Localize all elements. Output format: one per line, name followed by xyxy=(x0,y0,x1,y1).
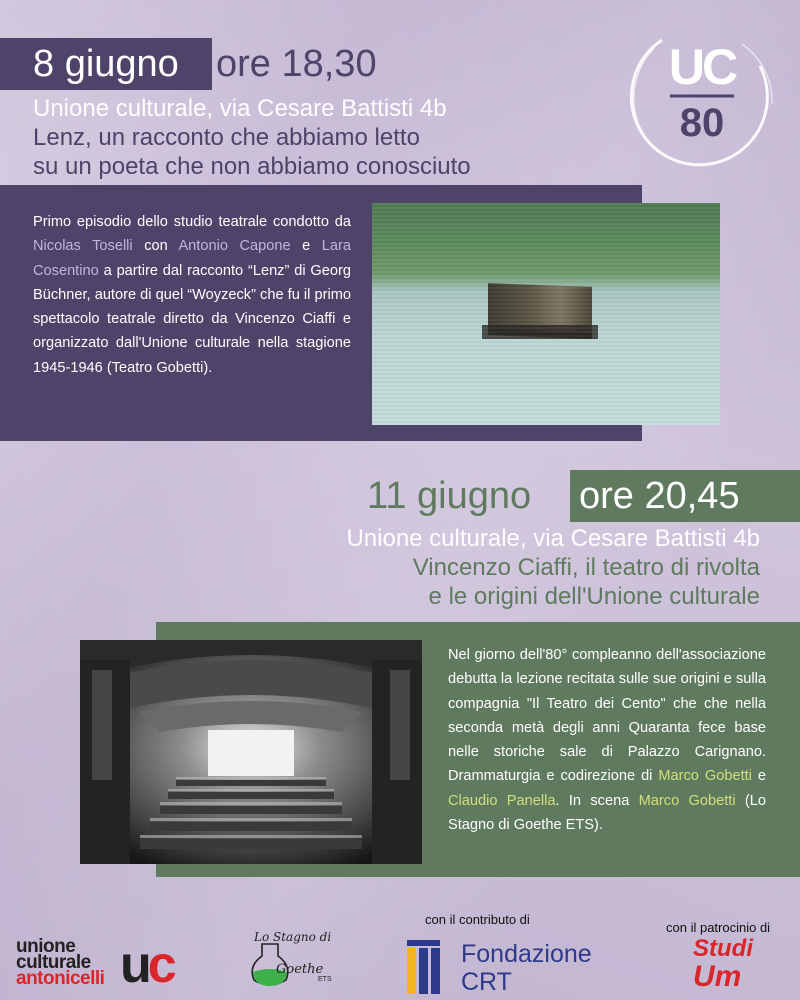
event1-photo xyxy=(372,203,720,425)
event2-person-name: Claudio Panella xyxy=(448,792,556,809)
stagno-ets: ETS xyxy=(318,976,332,983)
event1-desc-text: a partire dal racconto “Lenz” di Georg Büchner, autore di quel “Woyzeck” che fu il primo spettacolo teatrale diretto da Vincenzo Ciaffi e organizzato dall'Unione culturale nella stagione 1945-1946 (Teatro Gobetti). xyxy=(33,262,351,376)
event2-title-line2: e le origini dell'Unione culturale xyxy=(428,583,760,610)
event1-desc-text: con xyxy=(132,238,179,255)
uc80-logo xyxy=(622,18,782,178)
event2-desc-text: (Lo Stagno di Goethe ETS). xyxy=(448,792,766,834)
stagno-di-goethe-logo xyxy=(240,926,340,990)
uca-monogram xyxy=(120,936,173,994)
uca-mark-u: u xyxy=(120,936,148,994)
event1-performer-name: Lara Cosentino xyxy=(33,238,351,279)
event1-title-line2: su un poeta che non abbiamo conosciuto xyxy=(33,153,471,180)
contributo-label: con il contributo di xyxy=(425,912,530,927)
event2-venue: Unione culturale, via Cesare Battisti 4b xyxy=(346,525,760,552)
event1-header xyxy=(33,94,471,181)
uca-line3: antonicelli xyxy=(16,968,105,989)
fondazione-crt-logo xyxy=(405,938,625,996)
event2-desc-text: . In scena xyxy=(555,792,639,809)
studium-logo xyxy=(693,936,765,996)
uc80-bottom: 80 xyxy=(679,101,725,145)
photo-texture xyxy=(372,203,720,425)
crt-wordmark xyxy=(461,940,592,996)
event1-time: ore 18,30 xyxy=(216,43,377,85)
event1-performer-name: Antonio Capone xyxy=(178,238,291,255)
event2-photo xyxy=(80,640,422,864)
crt-line2: CRT xyxy=(461,968,512,996)
event2-desc-text: e xyxy=(751,768,767,785)
event1-description xyxy=(33,210,351,380)
event1-date: 8 giugno xyxy=(0,38,212,90)
event1-title-line1: Lenz, un racconto che abbiamo letto xyxy=(33,124,420,151)
event2-desc-text: Nel giorno dell'80° compleanno dell'associazione debutta la lezione recitata sulle sue origini e sulla compagnia "Il Teatro dei Cento" che che nella seconda metà degli anni Quaranta fece base nelle storiche sale di Palazzo Carignano. Drammaturgia e codirezione di xyxy=(448,647,766,785)
event2-date: 11 giugno xyxy=(367,475,532,517)
patrocinio-label: con il patrocinio di xyxy=(666,920,771,935)
event2-title-line1: Vincenzo Ciaffi, il teatro di rivolta xyxy=(412,554,760,581)
event2-header xyxy=(346,524,760,611)
uca-wordmark xyxy=(16,936,105,989)
event2-description xyxy=(448,643,766,837)
uca-mark-c: c xyxy=(147,936,173,994)
event1-venue: Unione culturale, via Cesare Battisti 4b xyxy=(33,95,447,122)
event1-desc-text: e xyxy=(290,238,322,255)
studium-wordmark xyxy=(693,936,753,992)
crt-bars-icon xyxy=(405,938,455,996)
stagno-line2: Goethe xyxy=(276,962,324,977)
uca-line2: culturale xyxy=(16,952,91,973)
stagno-line1: Lo Stagno di xyxy=(254,930,332,944)
event2-time: ore 20,45 xyxy=(570,470,800,522)
uca-line1: unione xyxy=(16,936,76,957)
unione-culturale-antonicelli-logo xyxy=(16,937,196,993)
studium-line1: Studi xyxy=(693,935,753,962)
studium-line2: Um xyxy=(693,960,742,993)
crt-line1: Fondazione xyxy=(461,940,592,968)
event2-person-name: Marco Gobetti xyxy=(658,768,752,785)
event1-performer-name: Nicolas Toselli xyxy=(33,238,133,255)
event2-person-name: Marco Gobetti xyxy=(638,792,736,809)
uc80-top: UC xyxy=(668,39,736,95)
event1-desc-text: Primo episodio dello studio teatrale condotto da xyxy=(33,214,351,230)
